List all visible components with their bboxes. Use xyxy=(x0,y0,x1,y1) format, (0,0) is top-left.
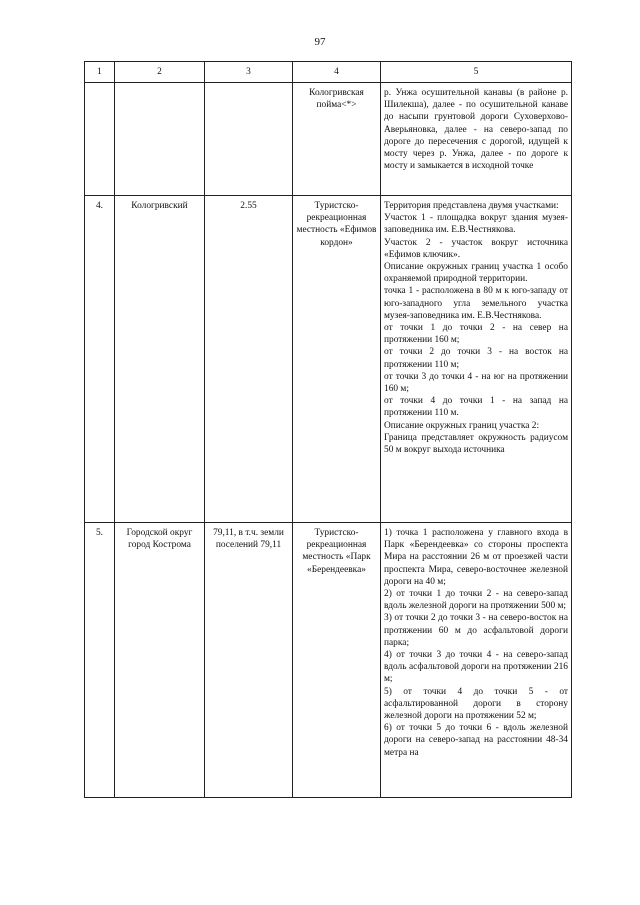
description-line: от точки 4 до точки 1 - на запад на протяжении 110 м. xyxy=(384,396,568,419)
description-line: от точки 2 до точки 3 - на восток на протяжении 110 м; xyxy=(384,347,568,370)
description-line: от точки 3 до точки 4 - на юг на протяжении 160 м; xyxy=(384,371,568,395)
district-cell: Городской округ город Кострома xyxy=(115,523,205,798)
header-cell: 2 xyxy=(115,62,205,83)
table-header-row xyxy=(85,62,572,83)
row-number xyxy=(85,83,115,196)
description-line: р. Унжа осушительной канавы (в районе р. Шилекша), далее - по осушительной канаве до насыпи грунтовой дороги Суховерхово-Аверьяновка, далее - на северо-запад по дороге до пересечения с дорогой, идущей к мосту через р. Унжа, далее - по дороге к мосту и замыкается в исходной точке xyxy=(384,88,568,172)
district-cell: Кологривский xyxy=(115,196,205,523)
description-line: 6) от точки 5 до точки 6 - вдоль железной дороги на северо-запад на расстоянии 48-34 метра на xyxy=(384,723,568,758)
description-line: 2) от точки 1 до точки 2 - на северо-запад вдоль железной дороги на протяжении 500 м; xyxy=(384,589,568,612)
description-line: 1) точка 1 расположена у главного входа в Парк «Берендеевка» со стороны проспекта Мира на расстоянии 26 м от проезжей части проспекта Мира, северо-восточнее железной дороги на 40 м; xyxy=(384,528,568,587)
description-line: 5) от точки 4 до точки 5 - от асфальтированной дороги в сторону железной дороги на протяжении 52 м; xyxy=(384,686,568,722)
boundary-description-cell xyxy=(381,83,572,196)
description-line: Участок 2 - участок вокруг источника «Ефимов ключик». xyxy=(384,237,568,260)
description-line: точка 1 - расположена в 80 м к юго-западу от юго-западного угла земельного участка музея-заповедника им. Е.В.Честнякова. xyxy=(384,286,568,321)
description-line: Территория представлена двумя участками: xyxy=(384,201,559,211)
description-line: Описание окружных границ участка 2: xyxy=(384,420,540,431)
description-line: от точки 1 до точки 2 - на север на протяжении 160 м; xyxy=(384,323,568,346)
table-row xyxy=(85,523,572,798)
protected-areas-table xyxy=(84,61,572,798)
row-number: 4. xyxy=(85,196,115,523)
header-cell: 5 xyxy=(381,62,572,83)
description-line: 3) от точки 2 до точки 3 - на северо-восток на протяжении 60 м до асфальтовой дороги парка; xyxy=(384,613,568,648)
area-cell: 2.55 xyxy=(205,196,293,523)
row-number: 5. xyxy=(85,523,115,798)
header-cell: 1 xyxy=(85,62,115,83)
boundary-description-cell xyxy=(381,523,572,798)
district-cell xyxy=(115,83,205,196)
description-line: 4) от точки 3 до точки 4 - на северо-запад вдоль асфальтовой дороги на протяжении 216 м; xyxy=(384,650,568,685)
description-line: Граница представляет окружность радиусом 50 м вокруг выхода источника xyxy=(384,432,568,456)
description-line: Участок 1 - площадка вокруг здания музея-заповедника им. Е.В.Честнякова. xyxy=(384,213,568,236)
area-name-cell: Туристско-рекреационная местность «Ефимов кордон» xyxy=(293,196,381,523)
area-name-cell: Туристско-рекреационная местность «Парк «Берендеевка» xyxy=(293,523,381,798)
table-row xyxy=(85,196,572,523)
area-cell xyxy=(205,83,293,196)
description-line: Описание окружных границ участка 1 особо охраняемой природной территории. xyxy=(384,262,568,285)
header-cell: 4 xyxy=(293,62,381,83)
area-cell: 79,11, в т.ч. земли поселений 79,11 xyxy=(205,523,293,798)
page-number: 97 xyxy=(314,36,326,48)
header-cell: 3 xyxy=(205,62,293,83)
table-row xyxy=(85,83,572,196)
boundary-description-cell xyxy=(381,196,572,523)
area-name-cell: Кологривская пойма<*> xyxy=(293,83,381,196)
